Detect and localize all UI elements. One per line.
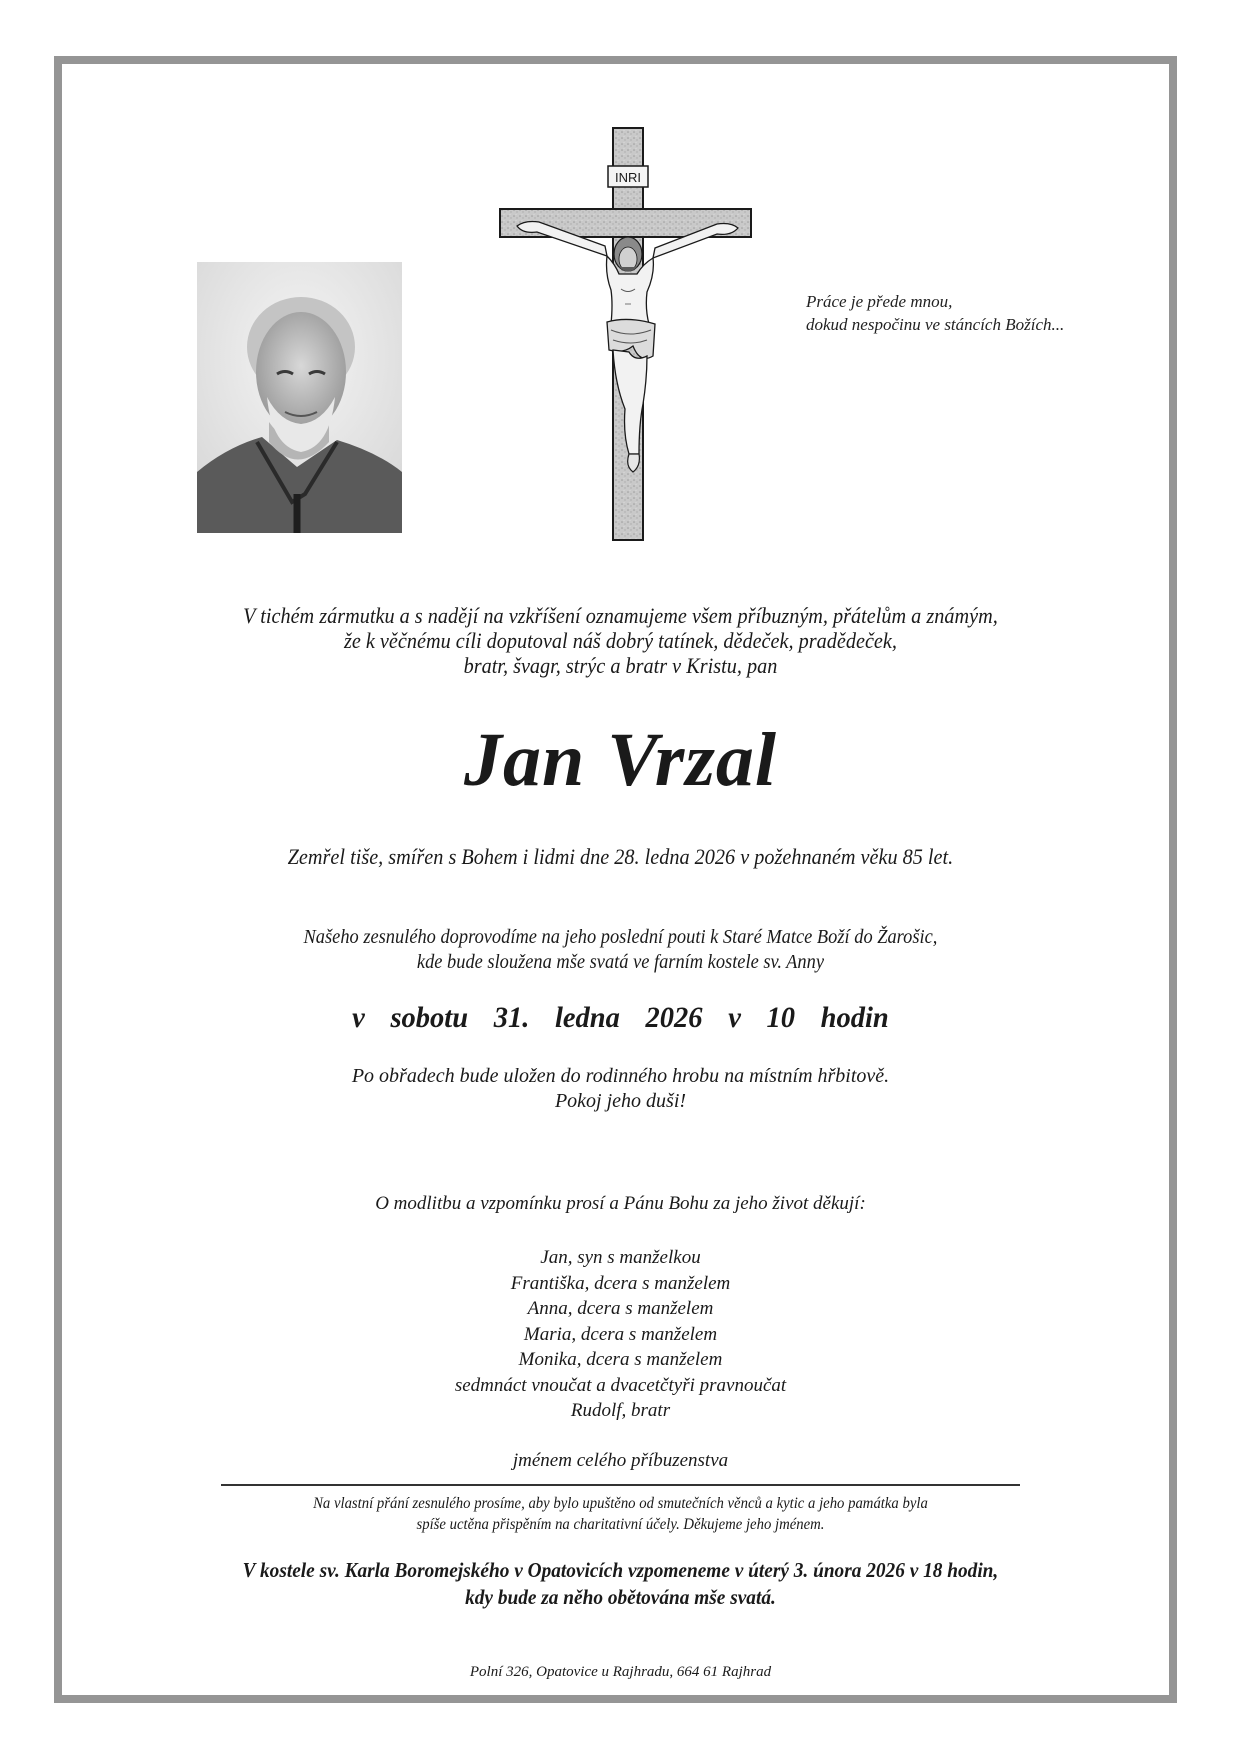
funeral-line: Našeho zesnulého doprovodíme na jeho poslední pouti k Staré Matce Boží do Žarošic, (303, 926, 938, 948)
portrait-photo (197, 262, 402, 533)
mourner-item: Jan, syn s manželkou (540, 1247, 701, 1268)
crucifix (495, 124, 757, 546)
memorial-line: V kostele sv. Karla Boromejského v Opatovicích vzpomeneme v úterý 3. února 2026 v 18 hodin, (242, 1558, 999, 1582)
mourners-intro: O modlitbu a vzpomínku prosí a Pánu Bohu za jeho život děkují: (375, 1193, 866, 1214)
burial-line: Po obřadech bude uložen do rodinného hrobu na místním hřbitově. (351, 1065, 890, 1087)
burial-info (0, 1064, 1241, 1114)
mourner-item: Františka, dcera s manželem (510, 1272, 731, 1294)
mourner-item: Anna, dcera s manželem (527, 1298, 714, 1319)
mourner-item: sedmnáct vnoučat a dvacetčtyři pravnoučat (454, 1374, 787, 1396)
burial-line: Pokoj jeho duši! (554, 1090, 687, 1112)
inri-plaque: INRI (615, 170, 641, 185)
wish-line: Na vlastní přání zesnulého prosíme, aby bylo upuštěno od smutečních věnců a kytic a jeho památka byla (313, 1495, 928, 1512)
mourners-footer: jménem celého příbuzenstva (512, 1450, 729, 1471)
portrait-photo-icon (197, 262, 402, 533)
deceased-name (0, 715, 1241, 805)
mourner-item: Rudolf, bratr (570, 1400, 671, 1421)
funeral-line: kde bude sloužena mše svatá ve farním kostele sv. Anny (416, 951, 824, 973)
quote-line: dokud nespočinu ve stáncích Božích... (806, 315, 1065, 334)
family-address: Polní 326, Opatovice u Rajhradu, 664 61 Rajhrad (469, 1664, 772, 1680)
announcement-line: že k věčnému cíli doputoval náš dobrý tatínek, dědeček, pradědeček, (343, 628, 897, 653)
mourner-item: Maria, dcera s manželem (523, 1323, 718, 1345)
quote-line: Práce je přede mnou, (806, 292, 953, 311)
funeral-info (50, 925, 1192, 975)
wish-notice (50, 1493, 1192, 1535)
mourners-list (0, 1245, 1241, 1424)
memorial-line: kdy bude za něho obětována mše svatá. (465, 1585, 776, 1609)
crucifix-icon (495, 124, 757, 546)
announcement-line: V tichém zármutku a s nadějí na vzkříšení oznamujeme všem příbuzným, přátelům a známým, (243, 603, 998, 628)
death-notice: Zemřel tiše, smířen s Bohem i lidmi dne 28. ledna 2026 v požehnaném věku 85 let. (287, 844, 954, 869)
divider-line (221, 1484, 1020, 1486)
announcement-line: bratr, švagr, strýc a bratr v Kristu, pan (463, 653, 778, 678)
announcement (50, 603, 1192, 678)
funeral-date: v sobotu 31. ledna 2026 v 10 hodin (352, 1001, 889, 1034)
bible-quote (806, 290, 1064, 336)
memorial-mass (50, 1557, 1192, 1611)
mourner-item: Monika, dcera s manželem (518, 1349, 723, 1370)
wish-line: spíše uctěna přispěním na charitativní účely. Děkujeme jeho jménem. (416, 1516, 825, 1533)
deceased-first-name: Jan (463, 718, 586, 802)
deceased-last-name: Vrzal (607, 718, 778, 802)
